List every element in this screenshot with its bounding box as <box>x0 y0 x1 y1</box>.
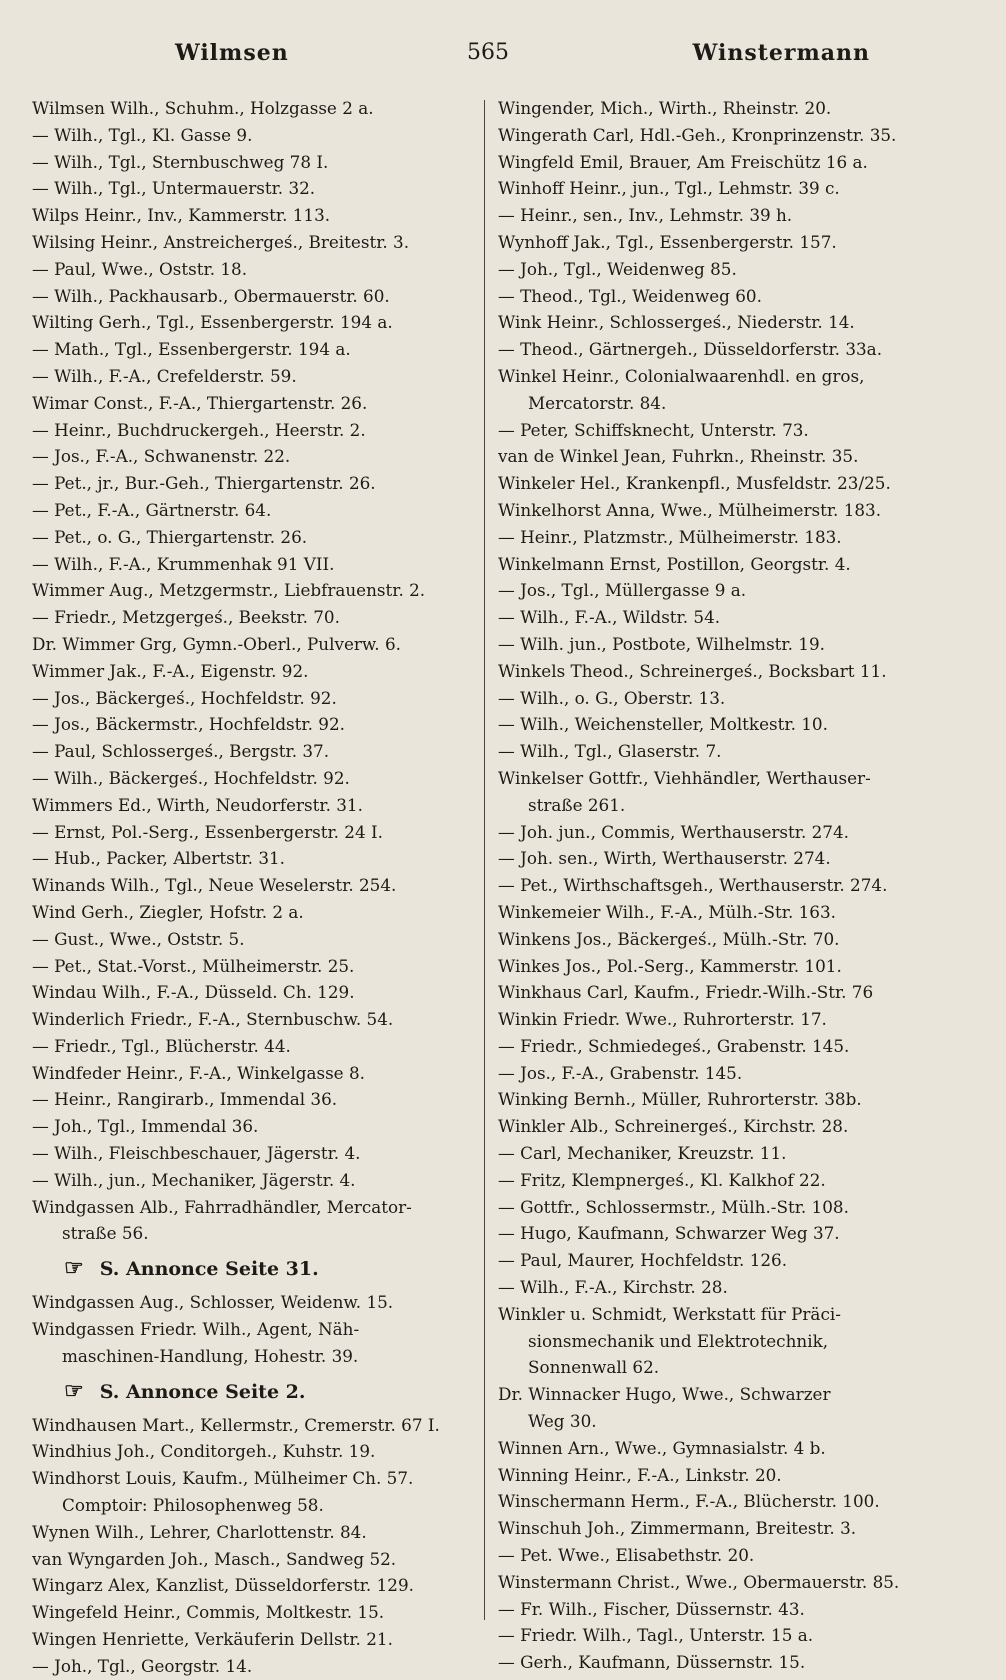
directory-entry: — Joh., Tgl., Immendal 36. <box>32 1116 259 1137</box>
directory-entry-continuation: Weg 30. <box>528 1411 597 1432</box>
directory-entry: — Wilh., Weichensteller, Moltkestr. 10. <box>498 714 828 735</box>
header-last-name: Winstermann <box>692 40 870 66</box>
directory-entry: van de Winkel Jean, Fuhrkn., Rheinstr. 35. <box>498 446 859 467</box>
directory-entry: Windhius Joh., Conditorgeh., Kuhstr. 19. <box>32 1441 376 1462</box>
directory-entry: — Gerh., Kaufmann, Düssernstr. 15. <box>498 1652 806 1673</box>
directory-entry: Wingarz Alex, Kanzlist, Düsseldorferstr. 129. <box>32 1575 414 1596</box>
directory-entry: Winkelmann Ernst, Postillon, Georgstr. 4. <box>498 553 851 574</box>
directory-entry: — Heinr., sen., Inv., Lehmstr. 39 h. <box>498 205 793 226</box>
directory-entry: — Gottfr., Schlossermstr., Mülh.-Str. 108. <box>498 1196 849 1217</box>
directory-entry: — Wilh., F.-A., Wildstr. 54. <box>498 607 721 628</box>
directory-entry: Winderlich Friedr., F.-A., Sternbuschw. 54. <box>32 1009 394 1030</box>
directory-entry: — Wilh., F.-A., Kirchstr. 28. <box>498 1277 728 1298</box>
directory-entry: — Hub., Packer, Albertstr. 31. <box>32 848 286 869</box>
directory-entry: Wimmer Jak., F.-A., Eigenstr. 92. <box>32 660 309 681</box>
directory-entry: — Wilh., F.-A., Krummenhak 91 VII. <box>32 553 335 574</box>
directory-entry: Wilps Heinr., Inv., Kammerstr. 113. <box>32 205 331 226</box>
directory-entry-continuation: Sonnenwall 62. <box>528 1357 660 1378</box>
directory-entry: — Jos., F.-A., Schwanenstr. 22. <box>32 446 291 467</box>
directory-entry-continuation: straße 261. <box>528 794 626 815</box>
directory-entry: Winking Bernh., Müller, Ruhrorterstr. 38b. <box>498 1089 862 1110</box>
annonce-reference: ☞ S. Annonce Seite 31. <box>32 1247 472 1289</box>
directory-entry: — Wilh. jun., Postbote, Wilhelmstr. 19. <box>498 633 825 654</box>
directory-entry: Windgassen Alb., Fahrradhändler, Mercator- <box>32 1196 412 1217</box>
directory-entry: — Wilh., Bäckergeś., Hochfeldstr. 92. <box>32 767 350 788</box>
directory-entry-continuation: maschinen-Handlung, Hohestr. 39. <box>62 1345 359 1366</box>
directory-entry: Winkens Jos., Bäckergeś., Mülh.-Str. 70. <box>498 928 840 949</box>
directory-entry: — Heinr., Buchdruckergeh., Heerstr. 2. <box>32 419 366 440</box>
directory-entry: Windhorst Louis, Kaufm., Mülheimer Ch. 57. <box>32 1468 414 1489</box>
directory-entry: Winning Heinr., F.-A., Linkstr. 20. <box>498 1464 782 1485</box>
directory-entry: Winkelser Gottfr., Viehhändler, Werthauser- <box>498 767 871 788</box>
directory-entry: Winnen Arn., Wwe., Gymnasialstr. 4 b. <box>498 1437 826 1458</box>
directory-entry: Wingender, Mich., Wirth., Rheinstr. 20. <box>498 98 832 118</box>
directory-entry: — Fritz, Klempnergeś., Kl. Kalkhof 22. <box>498 1169 826 1190</box>
directory-entry: Dr. Wimmer Grg, Gymn.-Oberl., Pulverw. 6. <box>32 633 401 654</box>
directory-entry: — Wilh., jun., Mechaniker, Jägerstr. 4. <box>32 1169 356 1190</box>
directory-entry: Wingen Henriette, Verkäuferin Dellstr. 21. <box>32 1629 393 1650</box>
directory-entry: — Heinr., Rangirarb., Immendal 36. <box>32 1089 338 1110</box>
directory-entry: — Jos., Bäckermstr., Hochfeldstr. 92. <box>32 714 345 735</box>
directory-entry: — Joh., Tgl., Weidenweg 85. <box>498 258 737 279</box>
directory-entry: — Wilh., F.-A., Crefelderstr. 59. <box>32 365 297 386</box>
directory-entry: — Peter, Schiffsknecht, Unterstr. 73. <box>498 419 809 440</box>
directory-entry: Wilmsen Wilh., Schuhm., Holzgasse 2 a. <box>32 98 374 118</box>
directory-entry: — Friedr. Wilh., Tagl., Unterstr. 15 a. <box>498 1625 814 1646</box>
directory-entry: Wimar Const., F.-A., Thiergartenstr. 26. <box>32 392 368 413</box>
directory-entry: — Friedr., Schmiedegeś., Grabenstr. 145. <box>498 1035 850 1056</box>
right-column <box>498 95 972 1676</box>
annonce-reference: ☞ S. Annonce Seite 2. <box>32 1370 472 1412</box>
directory-entry: Wynen Wilh., Lehrer, Charlottenstr. 84. <box>32 1521 367 1542</box>
directory-entry-continuation: Comptoir: Philosophenweg 58. <box>62 1495 324 1516</box>
directory-entry: Wynhoff Jak., Tgl., Essenbergerstr. 157. <box>498 231 837 252</box>
directory-entry: Windfeder Heinr., F.-A., Winkelgasse 8. <box>32 1062 365 1083</box>
directory-entry: — Pet., o. G., Thiergartenstr. 26. <box>32 526 308 547</box>
directory-entry: Windgassen Aug., Schlosser, Weidenw. 15. <box>32 1292 394 1313</box>
directory-entry: Wink Heinr., Schlossergeś., Niederstr. 14. <box>498 312 855 333</box>
directory-entry: — Pet., Stat.-Vorst., Mülheimerstr. 25. <box>32 955 355 976</box>
directory-entry: Winhoff Heinr., jun., Tgl., Lehmstr. 39 c. <box>498 178 840 199</box>
column-divider <box>484 100 485 1620</box>
directory-entry: — Paul, Schlossergeś., Bergstr. 37. <box>32 741 330 762</box>
directory-entry-continuation: straße 56. <box>62 1223 149 1244</box>
directory-entry: Winkels Theod., Schreinergeś., Bocksbart 11. <box>498 660 887 681</box>
directory-entry: Windau Wilh., F.-A., Düsseld. Ch. 129. <box>32 982 355 1003</box>
pointing-hand-icon: ☞ <box>64 1255 84 1282</box>
directory-entry: — Wilh., Tgl., Sternbuschweg 78 I. <box>32 151 329 172</box>
directory-entry: — Friedr., Tgl., Blücherstr. 44. <box>32 1035 291 1056</box>
directory-entry: Wilting Gerh., Tgl., Essenbergerstr. 194 a. <box>32 312 393 333</box>
directory-entry: Winands Wilh., Tgl., Neue Weselerstr. 254. <box>32 875 397 896</box>
directory-entry: — Wilh., o. G., Oberstr. 13. <box>498 687 726 708</box>
directory-entry: Winkler Alb., Schreinergeś., Kirchstr. 28. <box>498 1116 849 1137</box>
directory-entry: Winkes Jos., Pol.-Serg., Kammerstr. 101. <box>498 955 842 976</box>
directory-entry: — Theod., Tgl., Weidenweg 60. <box>498 285 762 306</box>
directory-entry: Wilsing Heinr., Anstreichergeś., Breitestr. 3. <box>32 231 410 252</box>
directory-entry: Wimmers Ed., Wirth, Neudorferstr. 31. <box>32 794 363 815</box>
directory-entry: Wimmer Aug., Metzgermstr., Liebfrauenstr. 2. <box>32 580 426 601</box>
page-number: 565 <box>467 40 509 65</box>
directory-entry: — Jos., Bäckergeś., Hochfeldstr. 92. <box>32 687 337 708</box>
directory-entry: Wingefeld Heinr., Commis, Moltkestr. 15. <box>32 1602 385 1623</box>
directory-entry-continuation: sionsmechanik und Elektrotechnik, <box>528 1330 829 1351</box>
directory-entry: Winkeler Hel., Krankenpfl., Musfeldstr. 23/25. <box>498 473 891 494</box>
directory-entry: — Joh., Tgl., Georgstr. 14. <box>32 1655 253 1676</box>
directory-entry: — Heinr., Platzmstr., Mülheimerstr. 183. <box>498 526 842 547</box>
directory-entry: Wingerath Carl, Hdl.-Geh., Kronprinzenstr. 35. <box>498 124 897 145</box>
directory-entry: Winkin Friedr. Wwe., Ruhrorterstr. 17. <box>498 1009 827 1030</box>
directory-entry: — Pet., Wirthschaftsgeh., Werthauserstr. 274. <box>498 875 888 896</box>
directory-entry: — Wilh., Tgl., Untermauerstr. 32. <box>32 178 316 199</box>
directory-entry: — Wilh., Fleischbeschauer, Jägerstr. 4. <box>32 1143 361 1164</box>
directory-entry: — Jos., F.-A., Grabenstr. 145. <box>498 1062 743 1083</box>
directory-entry: — Paul, Maurer, Hochfeldstr. 126. <box>498 1250 788 1271</box>
directory-entry: Winkemeier Wilh., F.-A., Mülh.-Str. 163. <box>498 901 836 922</box>
directory-entry: Windgassen Friedr. Wilh., Agent, Näh- <box>32 1319 360 1340</box>
header-first-name: Wilmsen <box>175 40 289 66</box>
directory-entry: Wingfeld Emil, Brauer, Am Freischütz 16 a. <box>498 151 868 172</box>
directory-entry: — Paul, Wwe., Oststr. 18. <box>32 258 248 279</box>
directory-entry: Winkel Heinr., Colonialwaarenhdl. en gros, <box>498 365 865 386</box>
directory-entry: — Pet., jr., Bur.-Geh., Thiergartenstr. 26. <box>32 473 376 494</box>
directory-entry: van Wyngarden Joh., Masch., Sandweg 52. <box>32 1548 397 1569</box>
directory-entry: — Hugo, Kaufmann, Schwarzer Weg 37. <box>498 1223 840 1244</box>
directory-entry: — Friedr., Metzgergeś., Beekstr. 70. <box>32 607 340 628</box>
directory-entry: — Wilh., Packhausarb., Obermauerstr. 60. <box>32 285 390 306</box>
directory-entry: — Math., Tgl., Essenbergerstr. 194 a. <box>32 339 351 360</box>
directory-entry: Winschermann Herm., F.-A., Blücherstr. 100. <box>498 1491 880 1512</box>
directory-entry: — Carl, Mechaniker, Kreuzstr. 11. <box>498 1143 787 1164</box>
directory-entry: — Joh. jun., Commis, Werthauserstr. 274. <box>498 821 849 842</box>
directory-entry: — Gust., Wwe., Oststr. 5. <box>32 928 245 949</box>
directory-entry: — Pet. Wwe., Elisabethstr. 20. <box>498 1545 755 1566</box>
directory-entry: — Fr. Wilh., Fischer, Düssernstr. 43. <box>498 1598 805 1619</box>
directory-entry: Dr. Winnacker Hugo, Wwe., Schwarzer <box>498 1384 831 1405</box>
directory-entry: — Theod., Gärtnergeh., Düsseldorferstr. 33a. <box>498 339 883 360</box>
directory-entry: Wind Gerh., Ziegler, Hofstr. 2 a. <box>32 901 304 922</box>
directory-entry: — Joh. sen., Wirth, Werthauserstr. 274. <box>498 848 831 869</box>
directory-entry: Winstermann Christ., Wwe., Obermauerstr. 85. <box>498 1571 900 1592</box>
directory-entry: — Jos., Tgl., Müllergasse 9 a. <box>498 580 747 601</box>
directory-entry: — Wilh., Tgl., Kl. Gasse 9. <box>32 124 253 145</box>
page-header <box>30 40 980 80</box>
pointing-hand-icon: ☞ <box>64 1377 84 1404</box>
directory-entry: Windhausen Mart., Kellermstr., Cremerstr. 67 I. <box>32 1414 440 1435</box>
left-column <box>32 95 472 1680</box>
directory-entry: Winkelhorst Anna, Wwe., Mülheimerstr. 183. <box>498 499 882 520</box>
directory-entry: — Ernst, Pol.-Serg., Essenbergerstr. 24 I. <box>32 821 383 842</box>
directory-entry: — Pet., F.-A., Gärtnerstr. 64. <box>32 499 272 520</box>
directory-entry-continuation: Mercatorstr. 84. <box>528 392 667 413</box>
directory-entry: Winkhaus Carl, Kaufm., Friedr.-Wilh.-Str. 76 <box>498 982 874 1003</box>
directory-entry: — Wilh., Tgl., Glaserstr. 7. <box>498 741 722 762</box>
directory-entry: Winkler u. Schmidt, Werkstatt für Präci- <box>498 1303 841 1324</box>
directory-entry: Winschuh Joh., Zimmermann, Breitestr. 3. <box>498 1518 857 1539</box>
